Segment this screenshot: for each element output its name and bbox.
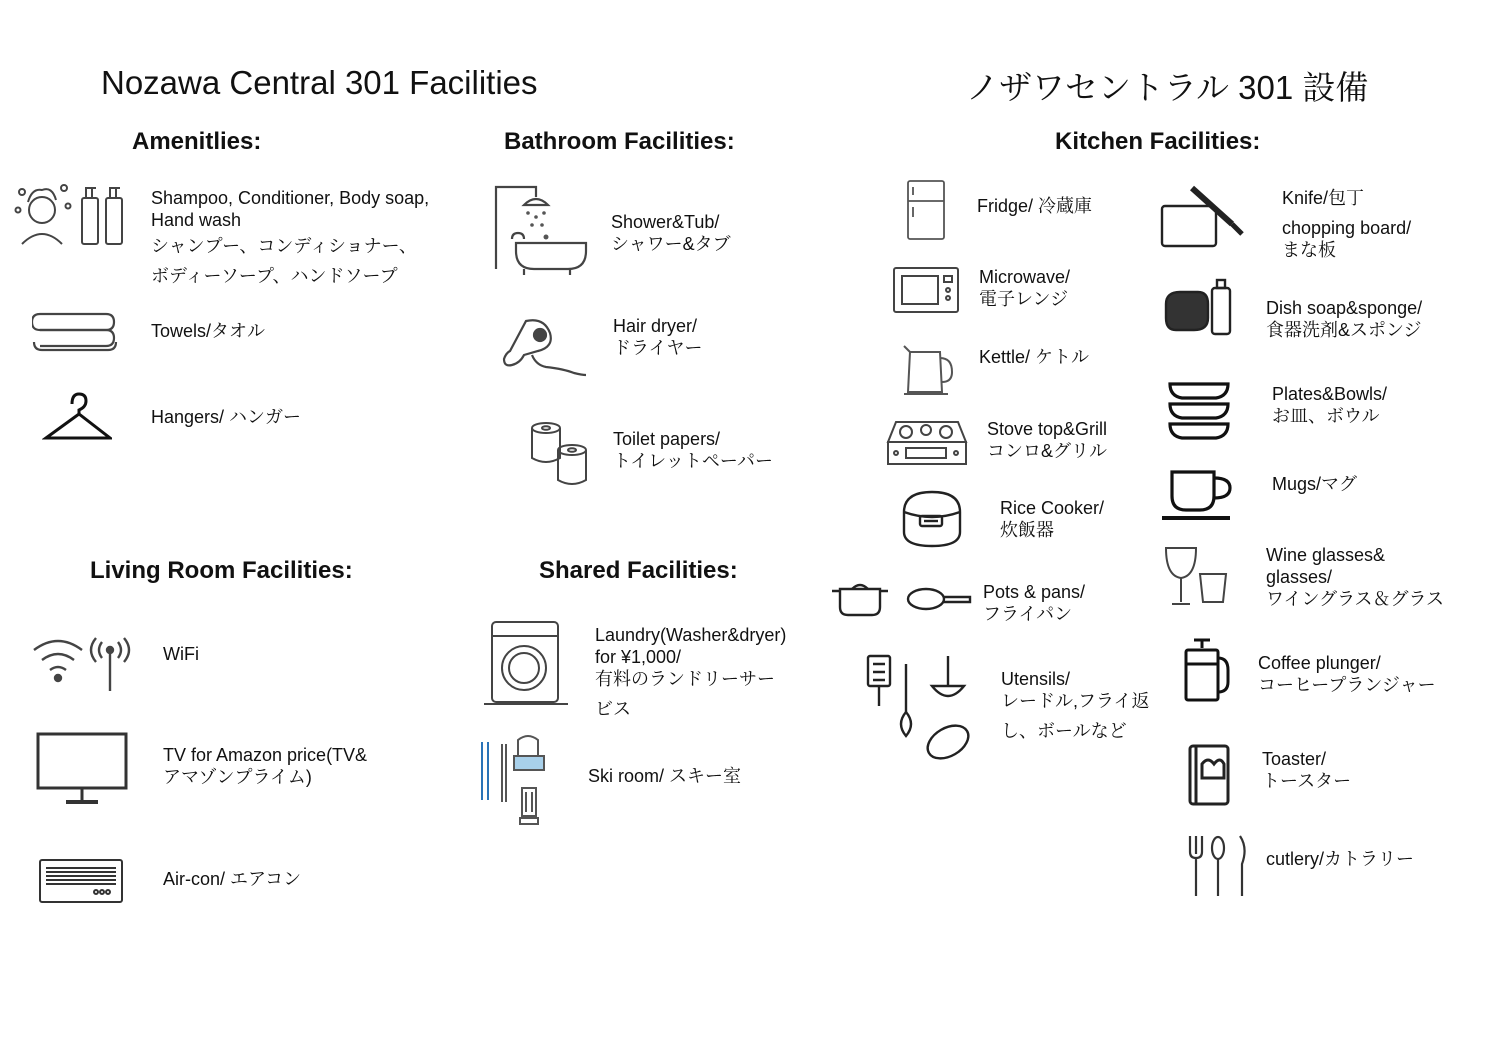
- list-item: [983, 581, 1085, 625]
- item-label-jp: ビス: [595, 699, 631, 719]
- tv-icon: [36, 732, 130, 806]
- item-label: Knife/包丁: [1282, 188, 1365, 208]
- item-label: WiFi: [163, 644, 199, 664]
- item-label-jp: 電子レンジ: [979, 289, 1069, 309]
- item-label: Wine glasses&: [1266, 545, 1386, 565]
- list-item: [987, 418, 1107, 462]
- item-label-jp: 炊飯器: [1000, 520, 1054, 540]
- knife-board-icon: [1158, 184, 1248, 250]
- item-label: Ski room/ スキー室: [588, 766, 742, 786]
- list-item: [613, 428, 773, 472]
- item-label-jp: ドライヤー: [613, 338, 703, 358]
- item-label-jp: まな板: [1282, 240, 1336, 260]
- item-label: Toilet papers/: [613, 429, 721, 449]
- item-label: Towels/タオル: [151, 321, 266, 341]
- item-label: Dish soap&sponge/: [1266, 298, 1423, 318]
- item-label: Fridge/ 冷蔵庫: [977, 196, 1093, 216]
- item-label-jp: ボディーソープ、ハンドソープ: [151, 266, 398, 286]
- section-heading-shared: Shared Facilities:: [539, 557, 738, 584]
- list-item: [595, 624, 786, 720]
- list-item: [979, 266, 1070, 310]
- list-item: [163, 643, 199, 665]
- section-heading-bathroom: Bathroom Facilities:: [504, 128, 735, 155]
- item-label: Hair dryer/: [613, 316, 698, 336]
- item-label: cutlery/カトラリー: [1266, 849, 1415, 869]
- stove-icon: [886, 418, 968, 468]
- list-item: [151, 187, 429, 287]
- page-title-jp: ノザワセントラル 301 設備: [966, 69, 1369, 106]
- item-label: Rice Cooker/: [1000, 498, 1105, 518]
- hair-dryer-icon: [502, 315, 590, 377]
- utensils-icon: [862, 652, 976, 768]
- mug-icon: [1158, 466, 1238, 524]
- wifi-icon: [32, 636, 134, 692]
- item-label-jp: フライパン: [983, 604, 1073, 624]
- item-label: Air-con/ エアコン: [163, 869, 302, 889]
- hanger-icon: [42, 390, 112, 444]
- item-label: Hangers/ ハンガー: [151, 407, 302, 427]
- list-item: [1001, 668, 1149, 742]
- cutlery-icon: [1186, 834, 1250, 900]
- item-label-jp: ワイングラス＆グラス: [1266, 589, 1445, 609]
- list-item: [151, 406, 301, 428]
- item-label: Plates&Bowls/: [1272, 384, 1388, 404]
- list-item: [163, 744, 367, 788]
- list-item: [1282, 187, 1411, 261]
- toiletries-icon: [14, 180, 132, 250]
- item-label: Kettle/ ケトル: [979, 347, 1090, 367]
- item-label-jp: し、ボールなど: [1001, 721, 1127, 741]
- item-label: Toaster/: [1262, 749, 1327, 769]
- item-label-jp: シャンプー、コンディショナー、: [151, 236, 417, 256]
- item-label-jp: コンロ&グリル: [987, 441, 1108, 461]
- item-label: Stove top&Grill: [987, 419, 1108, 439]
- item-label-jp: アマゾンプライム): [163, 767, 312, 787]
- list-item: [611, 211, 731, 255]
- item-label-jp: コーヒープランジャー: [1258, 675, 1436, 695]
- item-label: Pots & pans/: [983, 582, 1086, 602]
- kettle-icon: [902, 342, 958, 400]
- item-label-jp: お皿、ボウル: [1272, 406, 1380, 426]
- item-label-jp: 食器洗剤&スポンジ: [1266, 320, 1422, 340]
- list-item: [1262, 748, 1351, 792]
- plates-icon: [1166, 378, 1232, 442]
- ski-room-icon: [476, 734, 566, 826]
- item-label-jp: シャワー&タブ: [611, 234, 731, 254]
- list-item: [163, 868, 301, 890]
- item-label: glasses/: [1266, 567, 1333, 587]
- item-label: Microwave/: [979, 267, 1071, 287]
- coffee-plunger-icon: [1180, 638, 1232, 706]
- list-item: [1000, 497, 1104, 541]
- item-label: Shower&Tub/: [611, 212, 720, 232]
- item-label-jp: 有料のランドリーサー: [595, 669, 775, 689]
- fridge-icon: [905, 179, 947, 243]
- item-label: TV for Amazon price(TV&: [163, 745, 368, 765]
- item-label: Mugs/マグ: [1272, 474, 1358, 494]
- list-item: [1272, 383, 1387, 427]
- item-label-jp: レードル,フライ返: [1001, 691, 1150, 711]
- rice-cooker-icon: [900, 488, 964, 550]
- item-label: Laundry(Washer&dryer): [595, 625, 787, 645]
- list-item: [1266, 297, 1422, 341]
- item-label: Utensils/: [1001, 669, 1071, 689]
- item-label-jp: トイレットペーパー: [613, 451, 774, 471]
- aircon-icon: [38, 858, 126, 906]
- toaster-icon: [1186, 742, 1236, 808]
- item-label: Hand wash: [151, 210, 242, 230]
- item-label: for ¥1,000/: [595, 647, 682, 667]
- page-title-en: Nozawa Central 301 Facilities: [101, 64, 538, 101]
- pots-pans-icon: [830, 577, 972, 619]
- toilet-paper-icon: [528, 420, 592, 488]
- section-heading-kitchen: Kitchen Facilities:: [1055, 128, 1261, 155]
- microwave-icon: [892, 266, 962, 316]
- list-item: [613, 315, 702, 359]
- item-label: Shampoo, Conditioner, Body soap,: [151, 188, 430, 208]
- list-item: [979, 346, 1089, 368]
- dish-soap-icon: [1162, 276, 1236, 342]
- towel-icon: [32, 304, 118, 358]
- wine-glass-icon: [1162, 544, 1232, 608]
- shower-tub-icon: [490, 183, 590, 279]
- section-heading-amenities: Amenitlies:: [132, 128, 262, 155]
- list-item: [977, 195, 1092, 217]
- item-label: Coffee plunger/: [1258, 653, 1381, 673]
- list-item: [1266, 544, 1444, 610]
- list-item: [151, 320, 265, 342]
- list-item: [588, 765, 741, 787]
- section-heading-living: Living Room Facilities:: [90, 557, 353, 584]
- washing-machine-icon: [484, 620, 570, 708]
- item-label: chopping board/: [1282, 218, 1412, 238]
- item-label-jp: トースター: [1262, 771, 1352, 791]
- list-item: [1266, 848, 1414, 870]
- list-item: [1272, 473, 1357, 495]
- list-item: [1258, 652, 1436, 696]
